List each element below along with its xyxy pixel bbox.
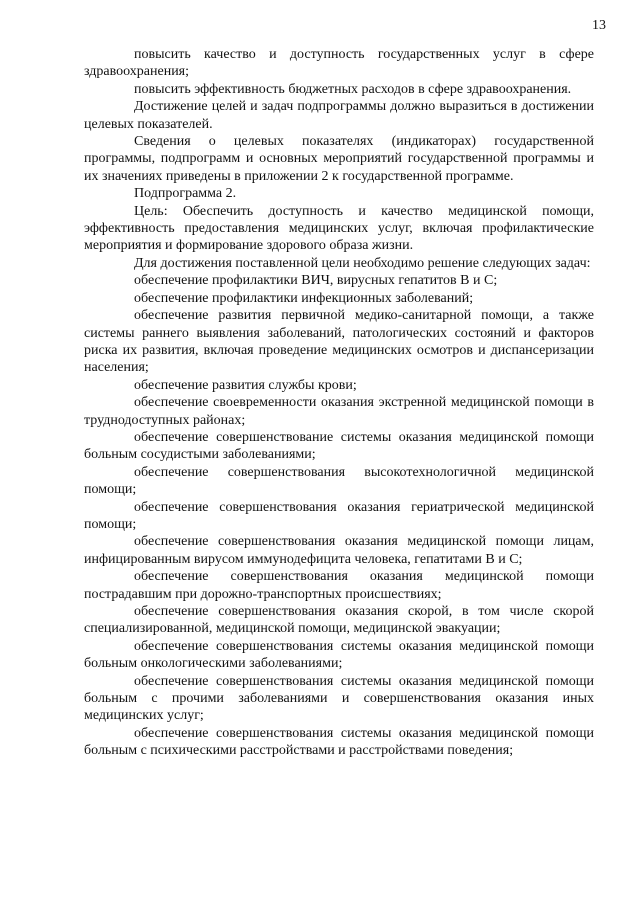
task-item: обеспечение совершенствования оказания медицинской помощи пострадавшим при дорожно-транспортных происшествиях; bbox=[84, 569, 594, 602]
page-number: 13 bbox=[592, 18, 606, 33]
paragraph: повысить качество и доступность государственных услуг в сфере здравоохранения; bbox=[84, 47, 594, 80]
task-item: обеспечение профилактики ВИЧ, вирусных гепатитов В и С; bbox=[134, 273, 498, 289]
task-item: обеспечение совершенствования системы оказания медицинской помощи больным онкологическими заболеваниями; bbox=[84, 638, 594, 672]
task-item: обеспечение своевременности оказания экстренной медицинской помощи в труднодоступных районах; bbox=[84, 395, 594, 428]
task-item: обеспечение развития службы крови; bbox=[134, 377, 357, 393]
task-item: обеспечение совершенствование системы оказания медицинской помощи больным сосудистыми заболеваниями; bbox=[84, 429, 594, 463]
task-item: обеспечение совершенствования оказания скорой, в том числе скорой специализированной, медицинской помощи, медицинской эвакуации; bbox=[84, 604, 594, 637]
paragraph: Для достижения поставленной цели необходимо решение следующих задач: bbox=[134, 255, 591, 271]
paragraph: Достижение целей и задач подпрограммы должно выразиться в достижении целевых показателей. bbox=[84, 99, 594, 132]
paragraph: Цель: Обеспечить доступность и качество медицинской помощи, эффективность предоставления медицинских услуг, включая профилактические мероприятия и формирование здорового образа жизни. bbox=[84, 203, 594, 254]
task-item: обеспечение совершенствования оказания гериатрической медицинской помощи; bbox=[84, 499, 594, 532]
task-item: обеспечение совершенствования оказания медицинской помощи лицам, инфицированным вирусом иммунодефицита человека, гепатитами В и С; bbox=[84, 534, 594, 567]
subprogram-heading: Подпрограмма 2. bbox=[134, 186, 237, 202]
document-body bbox=[84, 46, 594, 760]
paragraph: Сведения о целевых показателях (индикаторах) государственной программы, подпрограмм и основных мероприятий государственной программы и их значениях приведены в приложении 2 к государственной программе. bbox=[84, 134, 594, 184]
task-item: обеспечение совершенствования высокотехнологичной медицинской помощи; bbox=[84, 464, 594, 498]
paragraph: повысить эффективность бюджетных расходов в сфере здравоохранения. bbox=[134, 81, 572, 97]
task-item: обеспечение совершенствования системы оказания медицинской помощи больным с прочими заболеваниями и совершенствования оказания иных медицинских услуг; bbox=[84, 673, 594, 724]
task-item: обеспечение совершенствования системы оказания медицинской помощи больным с психическими расстройствами и расстройствами поведения; bbox=[84, 725, 594, 759]
task-item: обеспечение профилактики инфекционных заболеваний; bbox=[134, 290, 474, 306]
task-item: обеспечение развития первичной медико-санитарной помощи, а также системы раннего выявления заболеваний, патологических состояний и факторов риска их развития, включая проведение медицинских осмотров и диспансеризации населения; bbox=[84, 308, 594, 376]
